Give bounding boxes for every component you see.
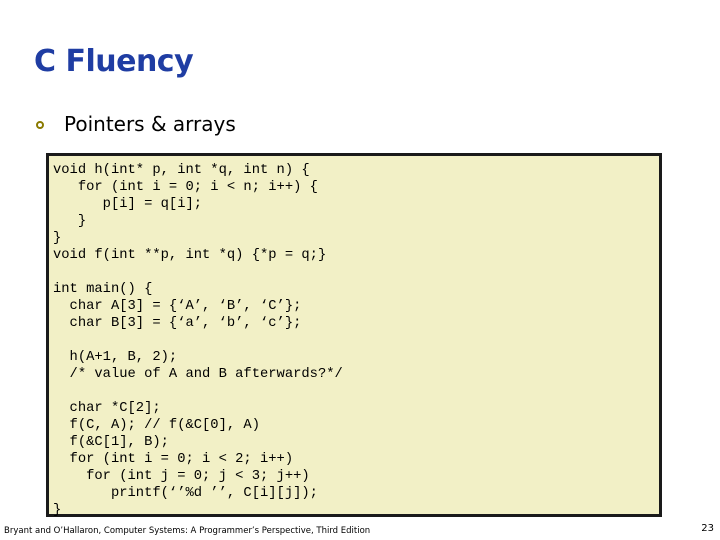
footer-credit: Bryant and O’Hallaron, Computer Systems: A Programmer’s Perspective, Third Edition xyxy=(4,526,371,536)
bullet-circle-icon xyxy=(36,121,44,129)
slide-title: C Fluency xyxy=(34,44,194,79)
bullet-item xyxy=(36,112,236,136)
code-block: void h(int* p, int *q, int n) { for (int i = 0; i < n; i++) { p[i] = q[i]; } } void f(int **p, int *q) {*p = q;} int main() { char A[3] = {‘A’, ‘B’, ‘C’}; char B[3] = {‘a’, ‘b’, ‘c’}; h(A+1, B, 2); /* value of A and B afterwards?*/ char *C[2]; f(C, A); // f(&C[0], A) f(&C[1], B); for (int i = 0; i < 2; i++) for (int j = 0; j < 3; j++) printf(‘’%d ’’, C[i][j]); } xyxy=(53,163,343,518)
bullet-text: Pointers & arrays xyxy=(64,112,236,136)
page-number: 23 xyxy=(701,523,714,534)
code-box xyxy=(46,153,662,517)
